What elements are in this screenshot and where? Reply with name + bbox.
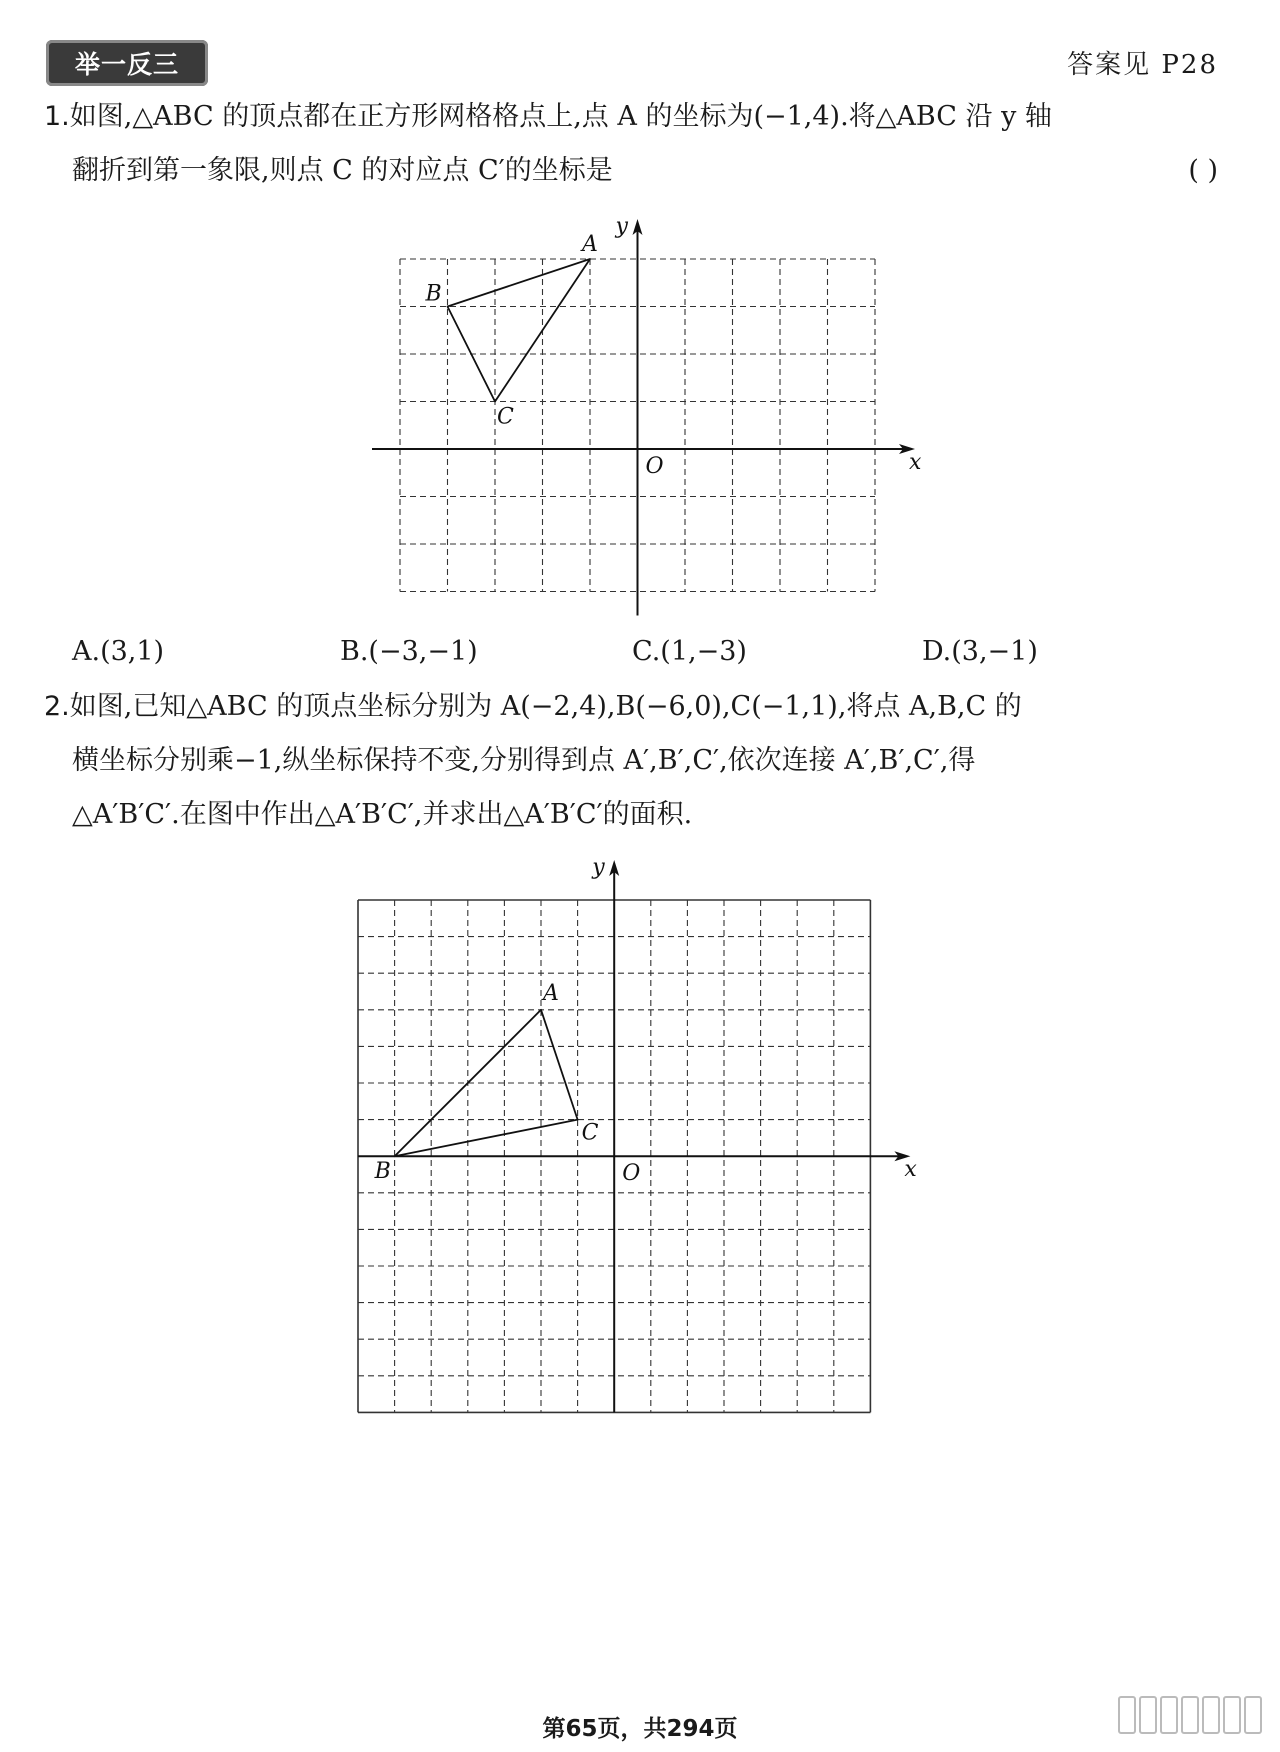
q2-point-c-label: C (581, 1120, 599, 1146)
q1-answer-parens: ( ) (1188, 155, 1218, 186)
section-badge-label: 举一反三 (74, 50, 179, 79)
q1-option-d: D.(3,−1) (922, 636, 1038, 667)
q1-line1: 1.如图,△ABC 的顶点都在正方形网格格点上,点 A 的坐标为(−1,4).将△ABC 沿 y 轴 (44, 101, 1052, 132)
q2-line1: 2.如图,已知△ABC 的顶点坐标分别为 A(−2,4),B(−6,0),C(−1,1),将点 A,B,C 的 (44, 691, 1022, 722)
q1-point-a-label: A (582, 232, 598, 257)
page-footer: 第65页，共294页 (542, 1716, 738, 1742)
q2-origin-label: O (622, 1161, 641, 1187)
answer-reference: 答案见 P28 (1067, 50, 1218, 80)
q2-line3: △A′B′C′.在图中作出△A′B′C′,并求出△A′B′C′的面积. (72, 799, 693, 830)
q1-point-c-label: C (497, 404, 514, 430)
q2-line2: 横坐标分别乘−1,纵坐标保持不变,分别得到点 A′,B′,C′,依次连接 A′,B′,C′,得 (72, 745, 976, 776)
q1-number: 1. (44, 101, 70, 132)
q2-point-a-label: A (543, 980, 559, 1006)
q1-option-a: A.(3,1) (72, 636, 165, 667)
q1-option-c: C.(1,−3) (632, 636, 747, 667)
section-badge (46, 40, 208, 86)
q1-origin-label: O (645, 454, 664, 479)
q1-y-label: y (615, 214, 628, 239)
q2-x-label: x (904, 1157, 917, 1183)
q1-option-b: B.(−3,−1) (340, 636, 478, 667)
q1-line2: 翻折到第一象限,则点 C 的对应点 C′的坐标是 (72, 155, 613, 186)
q1-triangle-abc (448, 259, 591, 402)
q2-number: 2. (44, 691, 70, 722)
q2-y-label: y (592, 855, 605, 880)
q1-x-label: x (909, 450, 922, 475)
q1-point-b-label: B (425, 281, 442, 307)
q2-point-b-label: B (374, 1159, 391, 1185)
q2-figure (340, 855, 940, 1435)
q1-figure (360, 205, 930, 635)
scan-mark-icon (1118, 1696, 1262, 1734)
